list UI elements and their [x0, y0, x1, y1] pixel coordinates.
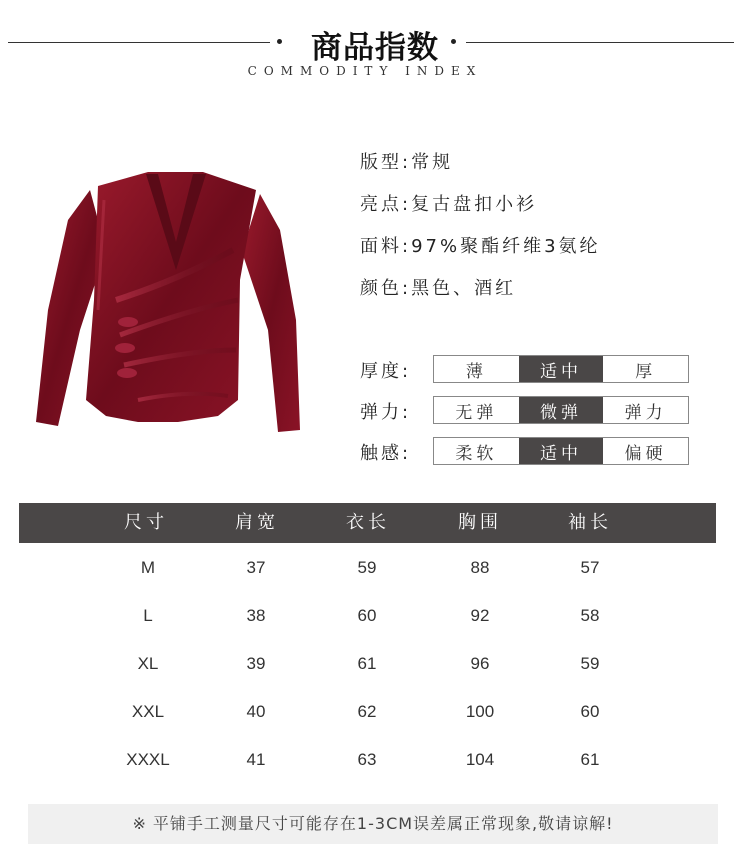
- table-row: [19, 736, 716, 784]
- col-header-shoulder: 肩宽: [235, 512, 279, 533]
- cell-sleeve: 57: [580, 558, 600, 577]
- cell-shoulder: 39: [246, 654, 266, 673]
- rating-thickness-option: 薄: [465, 361, 487, 382]
- rating-elasticity: [433, 396, 689, 424]
- col-header-size: 尺寸: [124, 512, 168, 533]
- rating-touch-option: 偏硬: [624, 443, 667, 464]
- cell-size: XXXL: [126, 750, 170, 769]
- rating-touch-option-selected: 适中: [519, 438, 604, 464]
- cell-chest: 88: [470, 558, 490, 577]
- cell-length: 60: [357, 606, 377, 625]
- cell-size: M: [140, 558, 156, 577]
- attr-highlight-value: 复古盘扣小衫: [411, 194, 538, 215]
- cell-size: L: [143, 606, 153, 625]
- cell-length: 62: [357, 702, 377, 721]
- table-row: [19, 544, 716, 592]
- rating-elasticity-option: 无弹: [455, 402, 498, 423]
- cell-sleeve: 60: [580, 702, 600, 721]
- header-line-right: [466, 42, 734, 43]
- rating-thickness: [433, 355, 689, 383]
- attr-fit: [360, 148, 453, 174]
- attr-color-label: 颜色:: [360, 278, 412, 299]
- col-header-length: 衣长: [346, 512, 390, 533]
- attr-highlight: [360, 190, 537, 216]
- header-dot-right: [451, 39, 456, 44]
- cell-sleeve: 59: [580, 654, 600, 673]
- rating-touch-option: 柔软: [455, 443, 498, 464]
- page-title: 商品指数: [311, 30, 439, 66]
- col-header-chest: 胸围: [458, 512, 502, 533]
- attr-fit-label: 版型:: [360, 152, 412, 173]
- cell-chest: 96: [470, 654, 490, 673]
- header-dot-left: [277, 39, 282, 44]
- cell-shoulder: 40: [246, 702, 266, 721]
- cell-sleeve: 61: [580, 750, 600, 769]
- rating-elasticity-option: 弹力: [624, 402, 667, 423]
- cell-shoulder: 41: [246, 750, 266, 769]
- cell-length: 61: [357, 654, 377, 673]
- attr-color-value: 黑色、酒红: [411, 278, 517, 299]
- cell-chest: 100: [465, 702, 495, 721]
- product-image: [28, 160, 318, 460]
- cell-length: 59: [357, 558, 377, 577]
- cell-chest: 92: [470, 606, 490, 625]
- cell-size: XXL: [131, 702, 165, 721]
- rating-thickness-label: 厚度:: [360, 361, 412, 382]
- rating-elasticity-option-selected: 微弹: [519, 397, 604, 423]
- rating-elasticity-label: 弹力:: [360, 402, 412, 423]
- table-row: [19, 688, 716, 736]
- attr-fabric-label: 面料:: [360, 236, 412, 257]
- cell-shoulder: 37: [246, 558, 266, 577]
- rating-touch-label: 触感:: [360, 443, 412, 464]
- size-table-header: [19, 503, 716, 543]
- cell-chest: 104: [465, 750, 495, 769]
- table-row: [19, 592, 716, 640]
- attr-highlight-label: 亮点:: [360, 194, 412, 215]
- table-row: [19, 640, 716, 688]
- col-header-sleeve: 袖长: [568, 512, 612, 533]
- cell-length: 63: [357, 750, 377, 769]
- page-subtitle: COMMODITY INDEX: [247, 64, 483, 78]
- attr-color: [360, 274, 516, 300]
- attr-fit-value: 常规: [411, 152, 454, 173]
- cell-size: XL: [137, 654, 159, 673]
- attr-fabric: [360, 232, 601, 258]
- header-line-left: [8, 42, 270, 43]
- attr-fabric-value: 97%聚酯纤维3氨纶: [411, 236, 601, 257]
- measurement-note: ※ 平铺手工测量尺寸可能存在1-3CM误差属正常现象,敬请谅解!: [28, 804, 718, 844]
- cell-shoulder: 38: [246, 606, 266, 625]
- rating-thickness-option: 厚: [635, 361, 657, 382]
- rating-thickness-option-selected: 适中: [519, 356, 604, 382]
- rating-touch: [433, 437, 689, 465]
- cell-sleeve: 58: [580, 606, 600, 625]
